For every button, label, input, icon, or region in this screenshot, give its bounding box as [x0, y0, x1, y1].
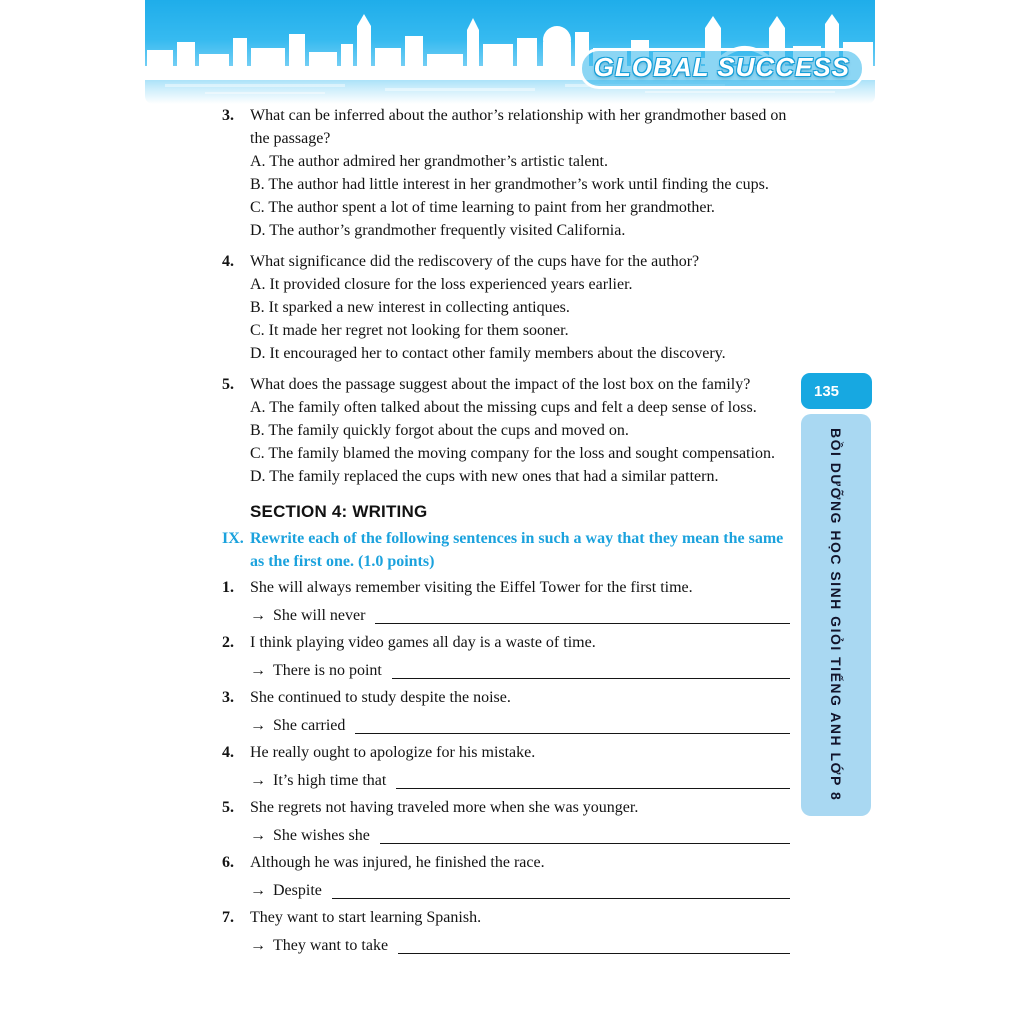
- series-title-bar: [801, 414, 871, 816]
- sentence-line: [222, 851, 790, 874]
- question-text: What can be inferred about the author’s relationship with her grandmother based on the passage?: [250, 107, 787, 147]
- item-sentence: She continued to study despite the noise.: [250, 689, 511, 706]
- rewrite-stem: She will never: [273, 607, 366, 624]
- global-success-logo: [579, 48, 865, 89]
- writing-item-1: [222, 576, 790, 627]
- item-number: 1.: [222, 579, 234, 596]
- sentence-line: [222, 686, 790, 709]
- question-number: 4.: [222, 253, 234, 270]
- page-content: [222, 104, 790, 961]
- reading-question-5: [222, 373, 790, 488]
- arrow-icon: →: [250, 882, 266, 899]
- task-ix-instruction: [222, 527, 790, 573]
- arrow-icon: →: [250, 662, 266, 679]
- sentence-line: [222, 796, 790, 819]
- answer-blank[interactable]: [396, 770, 790, 789]
- rewrite-stem: She wishes she: [273, 827, 370, 844]
- item-number: 2.: [222, 634, 234, 651]
- rewrite-stem: She carried: [273, 717, 346, 734]
- rewrite-line: [250, 657, 790, 682]
- option-d: D. The author’s grandmother frequently visited California.: [250, 222, 626, 239]
- arrow-icon: →: [250, 937, 266, 954]
- option-b: B. The author had little interest in her grandmother’s work until finding the cups.: [250, 176, 769, 193]
- item-number: 3.: [222, 689, 234, 706]
- question-text: What does the passage suggest about the impact of the lost box on the family?: [250, 376, 751, 393]
- answer-blank[interactable]: [355, 715, 790, 734]
- answer-blank[interactable]: [380, 825, 790, 844]
- sentence-line: [222, 576, 790, 599]
- writing-item-3: [222, 686, 790, 737]
- option-d: D. It encouraged her to contact other family members about the discovery.: [250, 345, 726, 362]
- item-number: 4.: [222, 744, 234, 761]
- task-instruction-text: Rewrite each of the following sentences in such a way that they mean the same as the first one. (1.0 points): [250, 530, 784, 570]
- section-4-writing-title: SECTION 4: WRITING: [250, 502, 428, 521]
- option-a: A. The family often talked about the missing cups and felt a deep sense of loss.: [250, 399, 757, 416]
- sentence-line: [222, 631, 790, 654]
- rewrite-stem: They want to take: [273, 937, 389, 954]
- item-number: 5.: [222, 799, 234, 816]
- rewrite-stem: Despite: [273, 882, 322, 899]
- page-number: 135: [814, 382, 840, 400]
- item-sentence: She regrets not having traveled more when she was younger.: [250, 799, 639, 816]
- sentence-line: [222, 906, 790, 929]
- page-number-tab: [801, 373, 872, 409]
- option-c: C. The family blamed the moving company for the loss and sought compensation.: [250, 445, 775, 462]
- option-a: A. It provided closure for the loss experienced years earlier.: [250, 276, 633, 293]
- answer-blank[interactable]: [392, 660, 790, 679]
- option-b: B. The family quickly forgot about the cups and moved on.: [250, 422, 629, 439]
- writing-item-6: [222, 851, 790, 902]
- rewrite-line: [250, 932, 790, 957]
- answer-blank[interactable]: [375, 605, 790, 624]
- question-line: [222, 104, 790, 150]
- series-title-vertical-text: BỒI DƯỠNG HỌC SINH GIỎI TIẾNG ANH LỚP 8: [828, 428, 844, 802]
- option-a: A. The author admired her grandmother’s artistic talent.: [250, 153, 608, 170]
- item-sentence: Although he was injured, he finished the race.: [250, 854, 545, 871]
- rewrite-line: [250, 822, 790, 847]
- arrow-icon: →: [250, 827, 266, 844]
- writing-item-2: [222, 631, 790, 682]
- rewrite-stem: It’s high time that: [273, 772, 387, 789]
- rewrite-stem: There is no point: [273, 662, 382, 679]
- option-d: D. The family replaced the cups with new ones that had a similar pattern.: [250, 468, 719, 485]
- answer-blank[interactable]: [398, 935, 790, 954]
- option-c: C. The author spent a lot of time learning to paint from her grandmother.: [250, 199, 715, 216]
- task-number: IX.: [222, 530, 244, 547]
- question-text: What significance did the rediscovery of the cups have for the author?: [250, 253, 700, 270]
- option-b: B. It sparked a new interest in collecting antiques.: [250, 299, 570, 316]
- item-sentence: He really ought to apologize for his mistake.: [250, 744, 536, 761]
- writing-item-4: [222, 741, 790, 792]
- rewrite-line: [250, 767, 790, 792]
- item-number: 7.: [222, 909, 234, 926]
- rewrite-line: [250, 877, 790, 902]
- option-c: C. It made her regret not looking for them sooner.: [250, 322, 569, 339]
- answer-blank[interactable]: [332, 880, 790, 899]
- arrow-icon: →: [250, 607, 266, 624]
- question-line: [222, 373, 790, 396]
- reading-question-4: [222, 250, 790, 365]
- page-header: [145, 0, 875, 104]
- arrow-icon: →: [250, 772, 266, 789]
- item-sentence: I think playing video games all day is a waste of time.: [250, 634, 596, 651]
- question-number: 5.: [222, 376, 234, 393]
- item-sentence: They want to start learning Spanish.: [250, 909, 482, 926]
- logo-text: GLOBAL SUCCESS: [593, 52, 850, 82]
- reading-question-3: [222, 104, 790, 242]
- item-number: 6.: [222, 854, 234, 871]
- question-line: [222, 250, 790, 273]
- writing-item-7: [222, 906, 790, 957]
- question-number: 3.: [222, 107, 234, 124]
- writing-item-5: [222, 796, 790, 847]
- rewrite-line: [250, 602, 790, 627]
- rewrite-line: [250, 712, 790, 737]
- sentence-line: [222, 741, 790, 764]
- item-sentence: She will always remember visiting the Eiffel Tower for the first time.: [250, 579, 693, 596]
- arrow-icon: →: [250, 717, 266, 734]
